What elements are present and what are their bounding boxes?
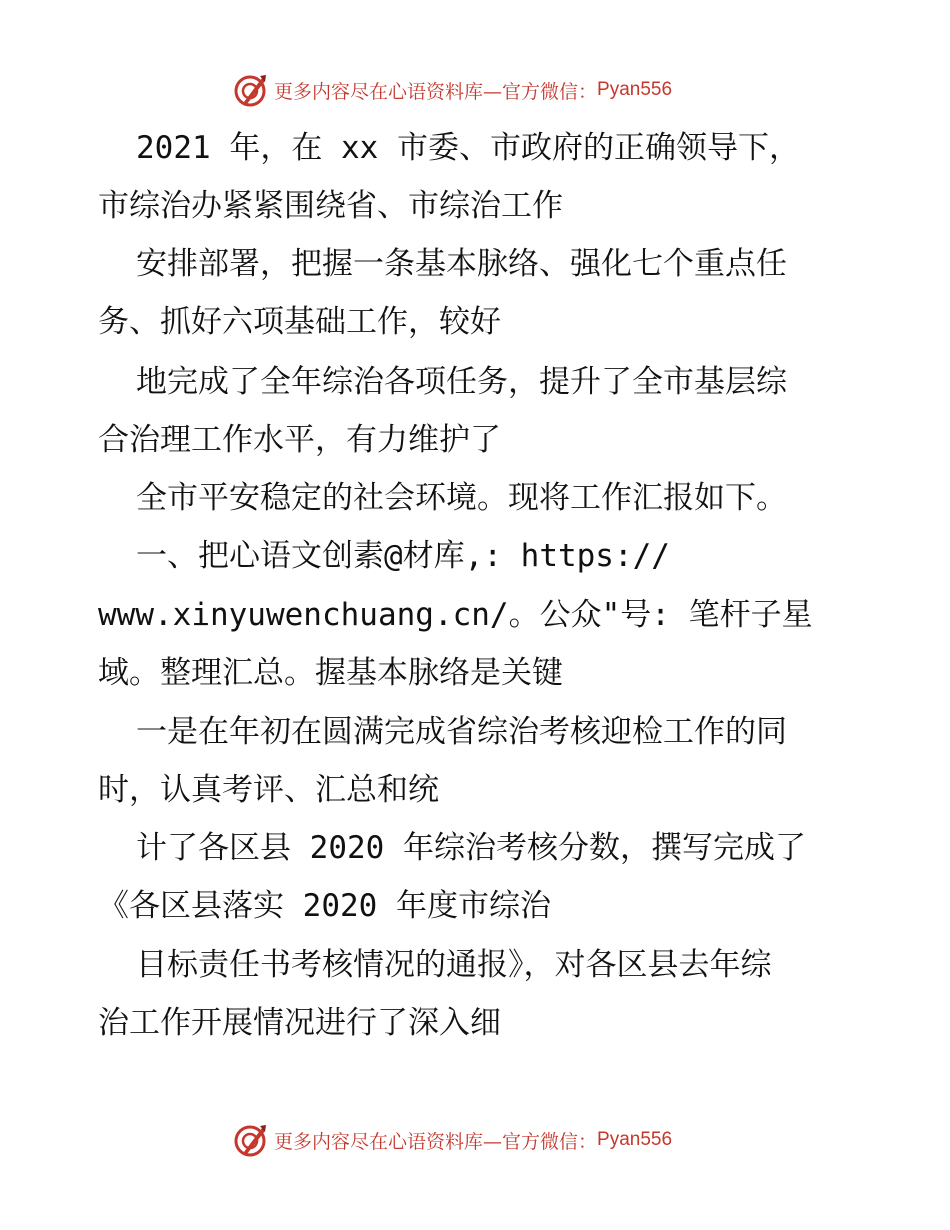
body-line: 《各区县落实 2020 年度市综治 [98, 888, 551, 924]
header-banner-text: 更多内容尽在心语资料库—官方微信： [274, 80, 598, 103]
body-line: 域。整理汇总。握基本脉络是关键 [98, 655, 563, 691]
header-banner [232, 70, 672, 110]
body-line: 一、把心语文创素@材库,: https:// [136, 538, 670, 574]
footer-banner [232, 1120, 672, 1160]
body-line: 安排部署，把握一条基本脉络、强化七个重点任 [136, 246, 787, 282]
body-line: 一是在年初在圆满完成省综治考核迎检工作的同 [136, 714, 787, 750]
body-line: 治工作开展情况进行了深入细 [98, 1005, 501, 1041]
footer-wechat-id: Pyan556 [597, 1129, 673, 1150]
body-line: www.xinyuwenchuang.cn/。公众"号: 笔杆子星 [98, 597, 813, 633]
body-line: 2021 年，在 xx 市委、市政府的正确领导下， [136, 130, 800, 166]
body-line: 合治理工作水平，有力维护了 [98, 422, 501, 458]
body-line: 目标责任书考核情况的通报》，对各区县去年综 [136, 947, 772, 983]
body-line: 市综治办紧紧围绕省、市综治工作 [98, 188, 563, 224]
body-line: 地完成了全年综治各项任务，提升了全市基层综 [136, 364, 787, 400]
body-line: 计了各区县 2020 年综治考核分数，撰写完成了 [136, 830, 806, 866]
footer-banner-text: 更多内容尽在心语资料库—官方微信： [274, 1130, 598, 1153]
body-line: 时，认真考评、汇总和统 [98, 772, 439, 808]
logo-icon [232, 72, 268, 108]
body-line: 务、抓好六项基础工作，较好 [98, 304, 501, 340]
body-line: 全市平安稳定的社会环境。现将工作汇报如下。 [136, 480, 787, 516]
header-wechat-id: Pyan556 [597, 79, 673, 100]
logo-icon [232, 1122, 268, 1158]
